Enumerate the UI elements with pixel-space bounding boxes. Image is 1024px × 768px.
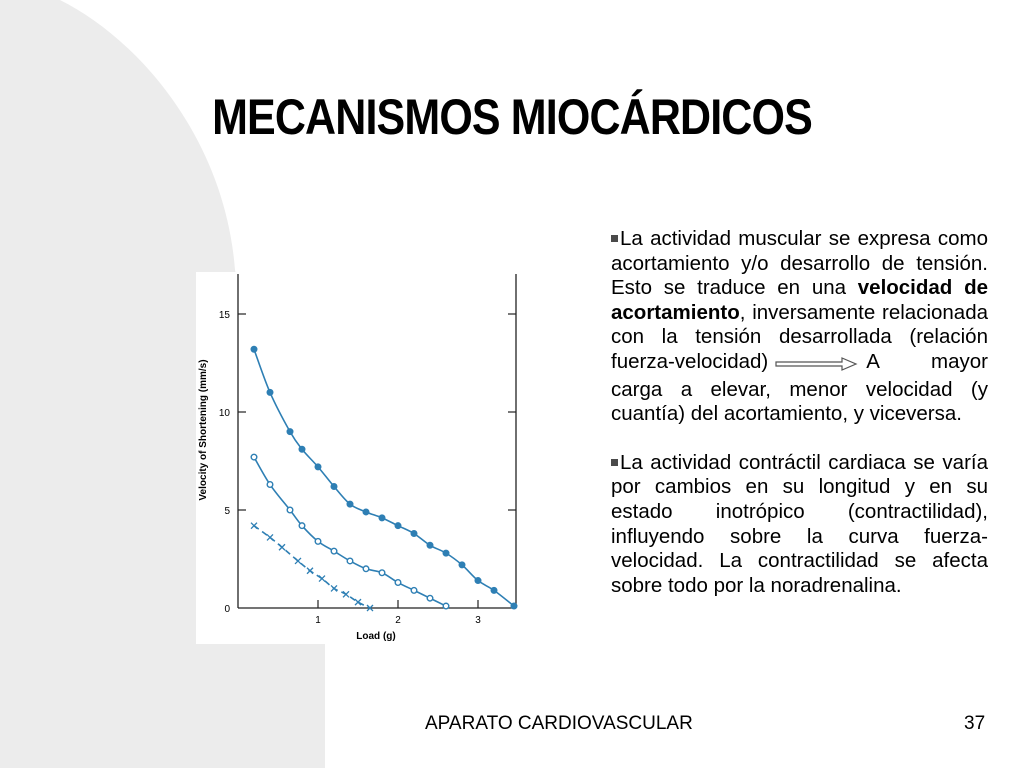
data-point-open-circles-10: [411, 588, 417, 594]
data-point-filled-circles-13: [459, 562, 465, 568]
data-point-open-circles-1: [267, 482, 273, 488]
x-tick-label-3: 3: [475, 615, 481, 626]
data-point-filled-circles-9: [395, 523, 401, 529]
data-point-filled-circles-10: [411, 531, 417, 537]
data-point-crosses-8: [355, 599, 361, 605]
data-point-open-circles-8: [379, 570, 385, 576]
y-tick-label-15: 15: [218, 310, 230, 321]
y-tick-label-5: 5: [224, 506, 230, 517]
y-axis-label: Velocity of Shortening (mm/s): [198, 359, 209, 501]
data-point-filled-circles-5: [331, 483, 337, 489]
data-point-open-circles-6: [347, 558, 353, 564]
slide-title: MECANISMOS MIOCÁRDICOS: [212, 89, 812, 145]
data-point-crosses-2: [279, 544, 285, 550]
y-tick-label-0: 0: [224, 604, 230, 615]
data-point-open-circles-12: [443, 603, 449, 609]
data-point-filled-circles-1: [267, 389, 273, 395]
data-point-open-circles-11: [427, 595, 433, 601]
data-point-open-circles-9: [395, 580, 401, 586]
paragraph-1-text-2: , inversamente relacionada con la tensión desarrollada (relación fuerza-velocidad): [611, 300, 988, 373]
page-number: 37: [964, 713, 986, 734]
data-point-filled-circles-3: [299, 446, 305, 452]
square-bullet-icon: [611, 235, 618, 242]
x-tick-label-1: 1: [315, 615, 321, 626]
data-point-open-circles-2: [287, 507, 293, 513]
x-axis-label: Load (g): [356, 631, 396, 642]
series-line-open-circles: [254, 457, 446, 606]
text-column: [611, 227, 988, 622]
paragraph-2-text: La actividad contráctil cardiaca se varía por cambios en su longitud y en su estado inotrópico (contractilidad), influyendo sobre la curva fuerza-velocidad. La contractilidad se afecta sobre todo por la noradrenalina.: [611, 450, 988, 597]
chart-svg: [196, 272, 526, 644]
data-point-open-circles-0: [251, 454, 257, 460]
data-point-open-circles-3: [299, 523, 305, 529]
data-point-crosses-0: [251, 523, 257, 529]
paragraph-1: [611, 227, 988, 427]
x-tick-label-2: 2: [395, 615, 401, 626]
data-point-filled-circles-7: [363, 509, 369, 515]
y-tick-label-10: 10: [218, 408, 230, 419]
data-point-crosses-3: [295, 558, 301, 564]
data-point-filled-circles-4: [315, 464, 321, 470]
data-point-open-circles-5: [331, 548, 337, 554]
data-point-filled-circles-6: [347, 501, 353, 507]
data-point-filled-circles-16: [511, 603, 517, 609]
data-point-filled-circles-14: [475, 578, 481, 584]
force-velocity-chart: [196, 272, 526, 644]
right-arrow-icon: [774, 353, 858, 378]
data-point-crosses-4: [307, 568, 313, 574]
data-point-filled-circles-11: [427, 542, 433, 548]
square-bullet-icon: [611, 459, 618, 466]
data-point-crosses-6: [331, 585, 337, 591]
data-point-crosses-7: [343, 591, 349, 597]
footer-label: APARATO CARDIOVASCULAR: [425, 713, 693, 734]
data-point-crosses-5: [319, 576, 325, 582]
paragraph-1-bold: velocidad de acortamiento: [611, 276, 988, 324]
data-point-crosses-1: [267, 534, 273, 540]
paragraph-1-text: La actividad muscular se expresa como acortamiento y/o desarrollo de tensión. Esto se traduce en una: [611, 227, 988, 300]
data-point-open-circles-4: [315, 539, 321, 545]
data-point-filled-circles-0: [251, 346, 257, 352]
data-point-filled-circles-15: [491, 587, 497, 593]
data-point-filled-circles-8: [379, 515, 385, 521]
data-point-open-circles-7: [363, 566, 369, 572]
series-line-filled-circles: [254, 349, 514, 606]
paragraph-2: [611, 451, 988, 599]
paragraph-1-text-3: A mayor carga a elevar, menor velocidad (y cuantía) del acortamiento, y viceversa.: [611, 349, 988, 426]
data-point-filled-circles-2: [287, 429, 293, 435]
data-point-filled-circles-12: [443, 550, 449, 556]
